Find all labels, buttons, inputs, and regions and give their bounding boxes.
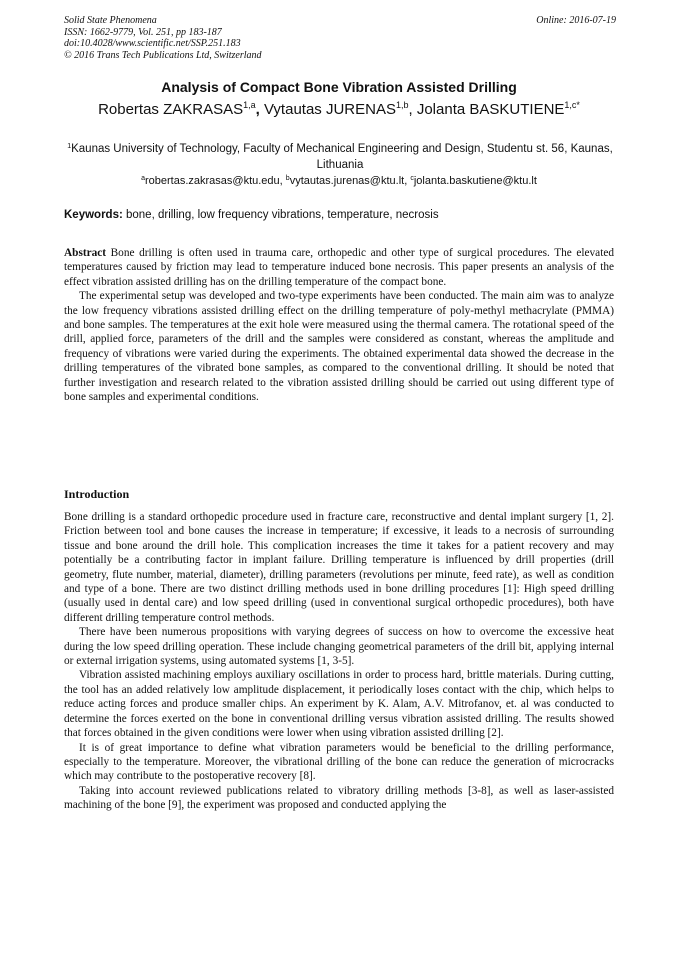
email-link[interactable]: jolanta.baskutiene@ktu.lt: [413, 175, 537, 187]
email-link[interactable]: vytautas.jurenas@ktu.lt: [289, 175, 405, 187]
abstract: [64, 246, 614, 404]
abstract-paragraph: [64, 246, 614, 289]
section-heading: Introduction: [64, 487, 130, 501]
keywords-text: bone, drilling, low frequency vibrations, temperature, necrosis: [126, 209, 439, 221]
author-name: Jolanta BASKUTIENE: [416, 101, 565, 118]
abstract-paragraph: The experimental setup was developed and two-type experiments have been conducted. The main aim was to analyze the low frequency vibrations assisted drilling effect on the drilling temperature of poly-methyl methacrylate (PMMA) and bone samples. The temperatures at the exit hole were measured using the thermal camera. The rotational speed of the drill, applied force, parameters of the drill and the samples were considered as constant, whereas the amplitude and frequency of vibrations were varied during the experiments. The obtained experimental data showed the decrease in the drilling temperatures of the vibrated bone samples, as compared to the conventional drilling. It should be noted that further investigation and research related to the vibration assisted drilling should be carried out using different type of bone samples and experimental conditions.: [64, 290, 614, 404]
journal-issn: ISSN: 1662-9779, Vol. 251, pp 183-187: [64, 26, 222, 38]
email-link[interactable]: robertas.zakrasas@ktu.edu: [144, 175, 280, 187]
body-paragraph: Bone drilling is a standard orthopedic procedure used in fracture care, reconstructive and dental implant surgery [1, 2]. Friction between tool and bone causes the increase in temperature; if excessive, it leads to a necrosis of surrounding tissue and bone around the drill hole. This complication increases the time it takes for a patient recovery and may potentially be a contributing factor in implant failure. Drilling temperature is influenced by drill properties (drill geometry, flute number, material, diameter), drilling parameters (revolutions per minute, feed rate), as well as condition and type of a bone. There are two distinct drilling methods used in bone drilling procedures [1]: High speed drilling (usually used in dental care) and low speed drilling (used in conventional surgical orthopedic procedures), both have different drilling temperature control methods.: [64, 511, 614, 624]
author-name: Vytautas JURENAS: [263, 101, 396, 118]
journal-copyright: © 2016 Trans Tech Publications Ltd, Switzerland: [64, 49, 262, 61]
keywords-label: Keywords:: [64, 209, 123, 221]
journal-header: [64, 15, 616, 61]
author-superscript: 1,c*: [564, 100, 580, 110]
author-superscript: 1,b: [395, 100, 409, 110]
email-superscript: c: [410, 175, 414, 182]
email-superscript: a: [141, 175, 145, 182]
body-paragraph: There have been numerous propositions with varying degrees of success on how to overcome the excessive heat during the low speed drilling operation. These include changing geometrical parameters of the drill bit, applying internal or external irrigation systems, using automated systems [1, 3-5].: [64, 626, 614, 668]
body-paragraph: Taking into account reviewed publications related to vibratory drilling methods [3-8], as well as laser-assisted machining of the bone [9], the experiment was proposed and conducted applying the: [64, 784, 614, 812]
body-paragraph: Vibration assisted machining employs auxiliary oscillations in order to process hard, brittle materials. During cutting, the tool has an added relatively low amplitude displacement, it periodically loses contact with the chip, which helps to reduce acting forces and produce smaller chips. An experiment by K. Alam, A.V. Mitrofanov, et. al was conducted to determine the forces exerted on the bone in conventional drilling versus vibration assisted drilling. The results showed that forces obtained in the given conditions were lower when using vibration assisted drilling [2].: [64, 669, 614, 740]
journal-doi: doi:10.4028/www.scientific.net/SSP.251.183: [64, 38, 241, 49]
paper-title: Analysis of Compact Bone Vibration Assisted Drilling: [161, 79, 517, 95]
body-paragraph: It is of great importance to define what vibration parameters would be beneficial to the drilling performance, especially to the temperature. Moreover, the vibrational drilling of the bone can reduce the generation of microcracks which may contribute to the postoperative recovery [8].: [64, 741, 614, 783]
author-name: Robertas ZAKRASAS: [98, 101, 244, 118]
author-emails: $^a$robertas.zakrasas@ktu.edu, $^b$vytautas.jurenas@ktu.lt, $^c$jolanta.baskutiene@ktu.lt: [141, 175, 537, 187]
journal-name: Solid State Phenomena: [64, 15, 157, 26]
introduction-body: [64, 510, 614, 813]
abstract-label: Abstract: [64, 247, 107, 259]
email-superscript: b: [285, 175, 290, 182]
affiliation-text: Kaunas University of Technology, Faculty of Mechanical Engineering and Design, Studentu st. 56, Kaunas, Lithuania: [71, 143, 613, 171]
affiliation: [64, 139, 616, 173]
author-superscript: 1,a: [243, 100, 256, 110]
author-list: Robertas ZAKRASAS$^{1,a}$, Vytautas JURENAS$^{1,b}$, Jolanta $BASKUTIENE^{1,c*}$: [98, 100, 580, 118]
keywords: [64, 209, 616, 221]
affiliation-superscript: 1: [67, 143, 72, 150]
abstract-text: Bone drilling is often used in trauma care, orthopedic and other type of surgical procedures. The elevated temperatures caused by friction may lead to temperature induced bone necrosis. This paper presents an analysis of the effect vibration assisted drilling has on the drilling temperature of the compact bone.: [64, 247, 614, 288]
online-date: Online: 2016-07-19: [536, 15, 616, 26]
